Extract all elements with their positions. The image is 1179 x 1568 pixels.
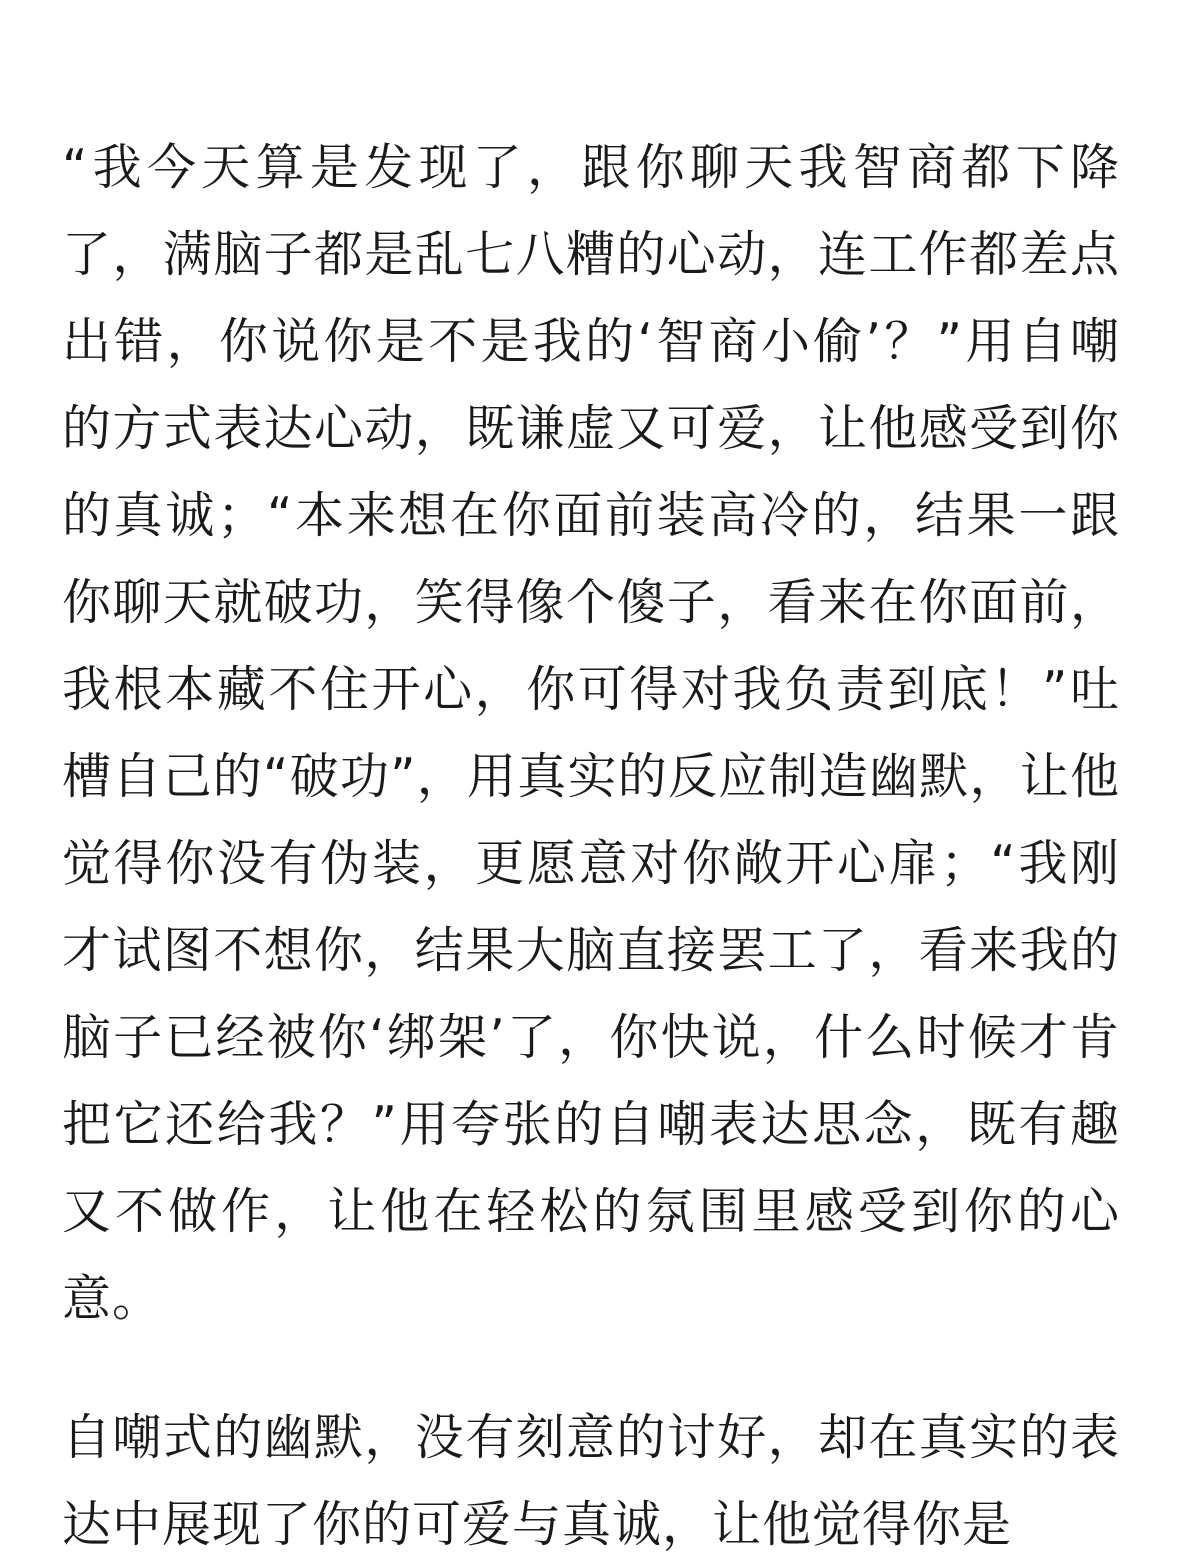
paragraph-self-deprecating-examples: “我今天算是发现了，跟你聊天我智商都下降了，满脑子都是乱七八糟的心动，连工作都差点出错，你说你是不是我的‘智商小偷’？”用自嘲的方式表达心动，既谦虚又可爱，让他感受到你的真诚；“本来想在你面前装高冷的，结果一跟你聊天就破功，笑得像个傻子，看来在你面前，我根本藏不住开心，你可得对我负责到底！”吐槽自己的“破功”，用真实的反应制造幽默，让他觉得你没有伪装，更愿意对你敞开心扉；“我刚才试图不想你，结果大脑直接罢工了，看来我的脑子已经被你‘绑架’了，你快说，什么时候才肯把它还给我？”用夸张的自嘲表达思念，既有趣又不做作，让他在轻松的氛围里感受到你的心意。 xyxy=(62,139,1120,1327)
paragraph-summary: 自嘲式的幽默，没有刻意的讨好，却在真实的表达中展现了你的可爱与真诚，让他觉得你是 xyxy=(62,1409,1120,1553)
article-body xyxy=(62,124,1120,1568)
